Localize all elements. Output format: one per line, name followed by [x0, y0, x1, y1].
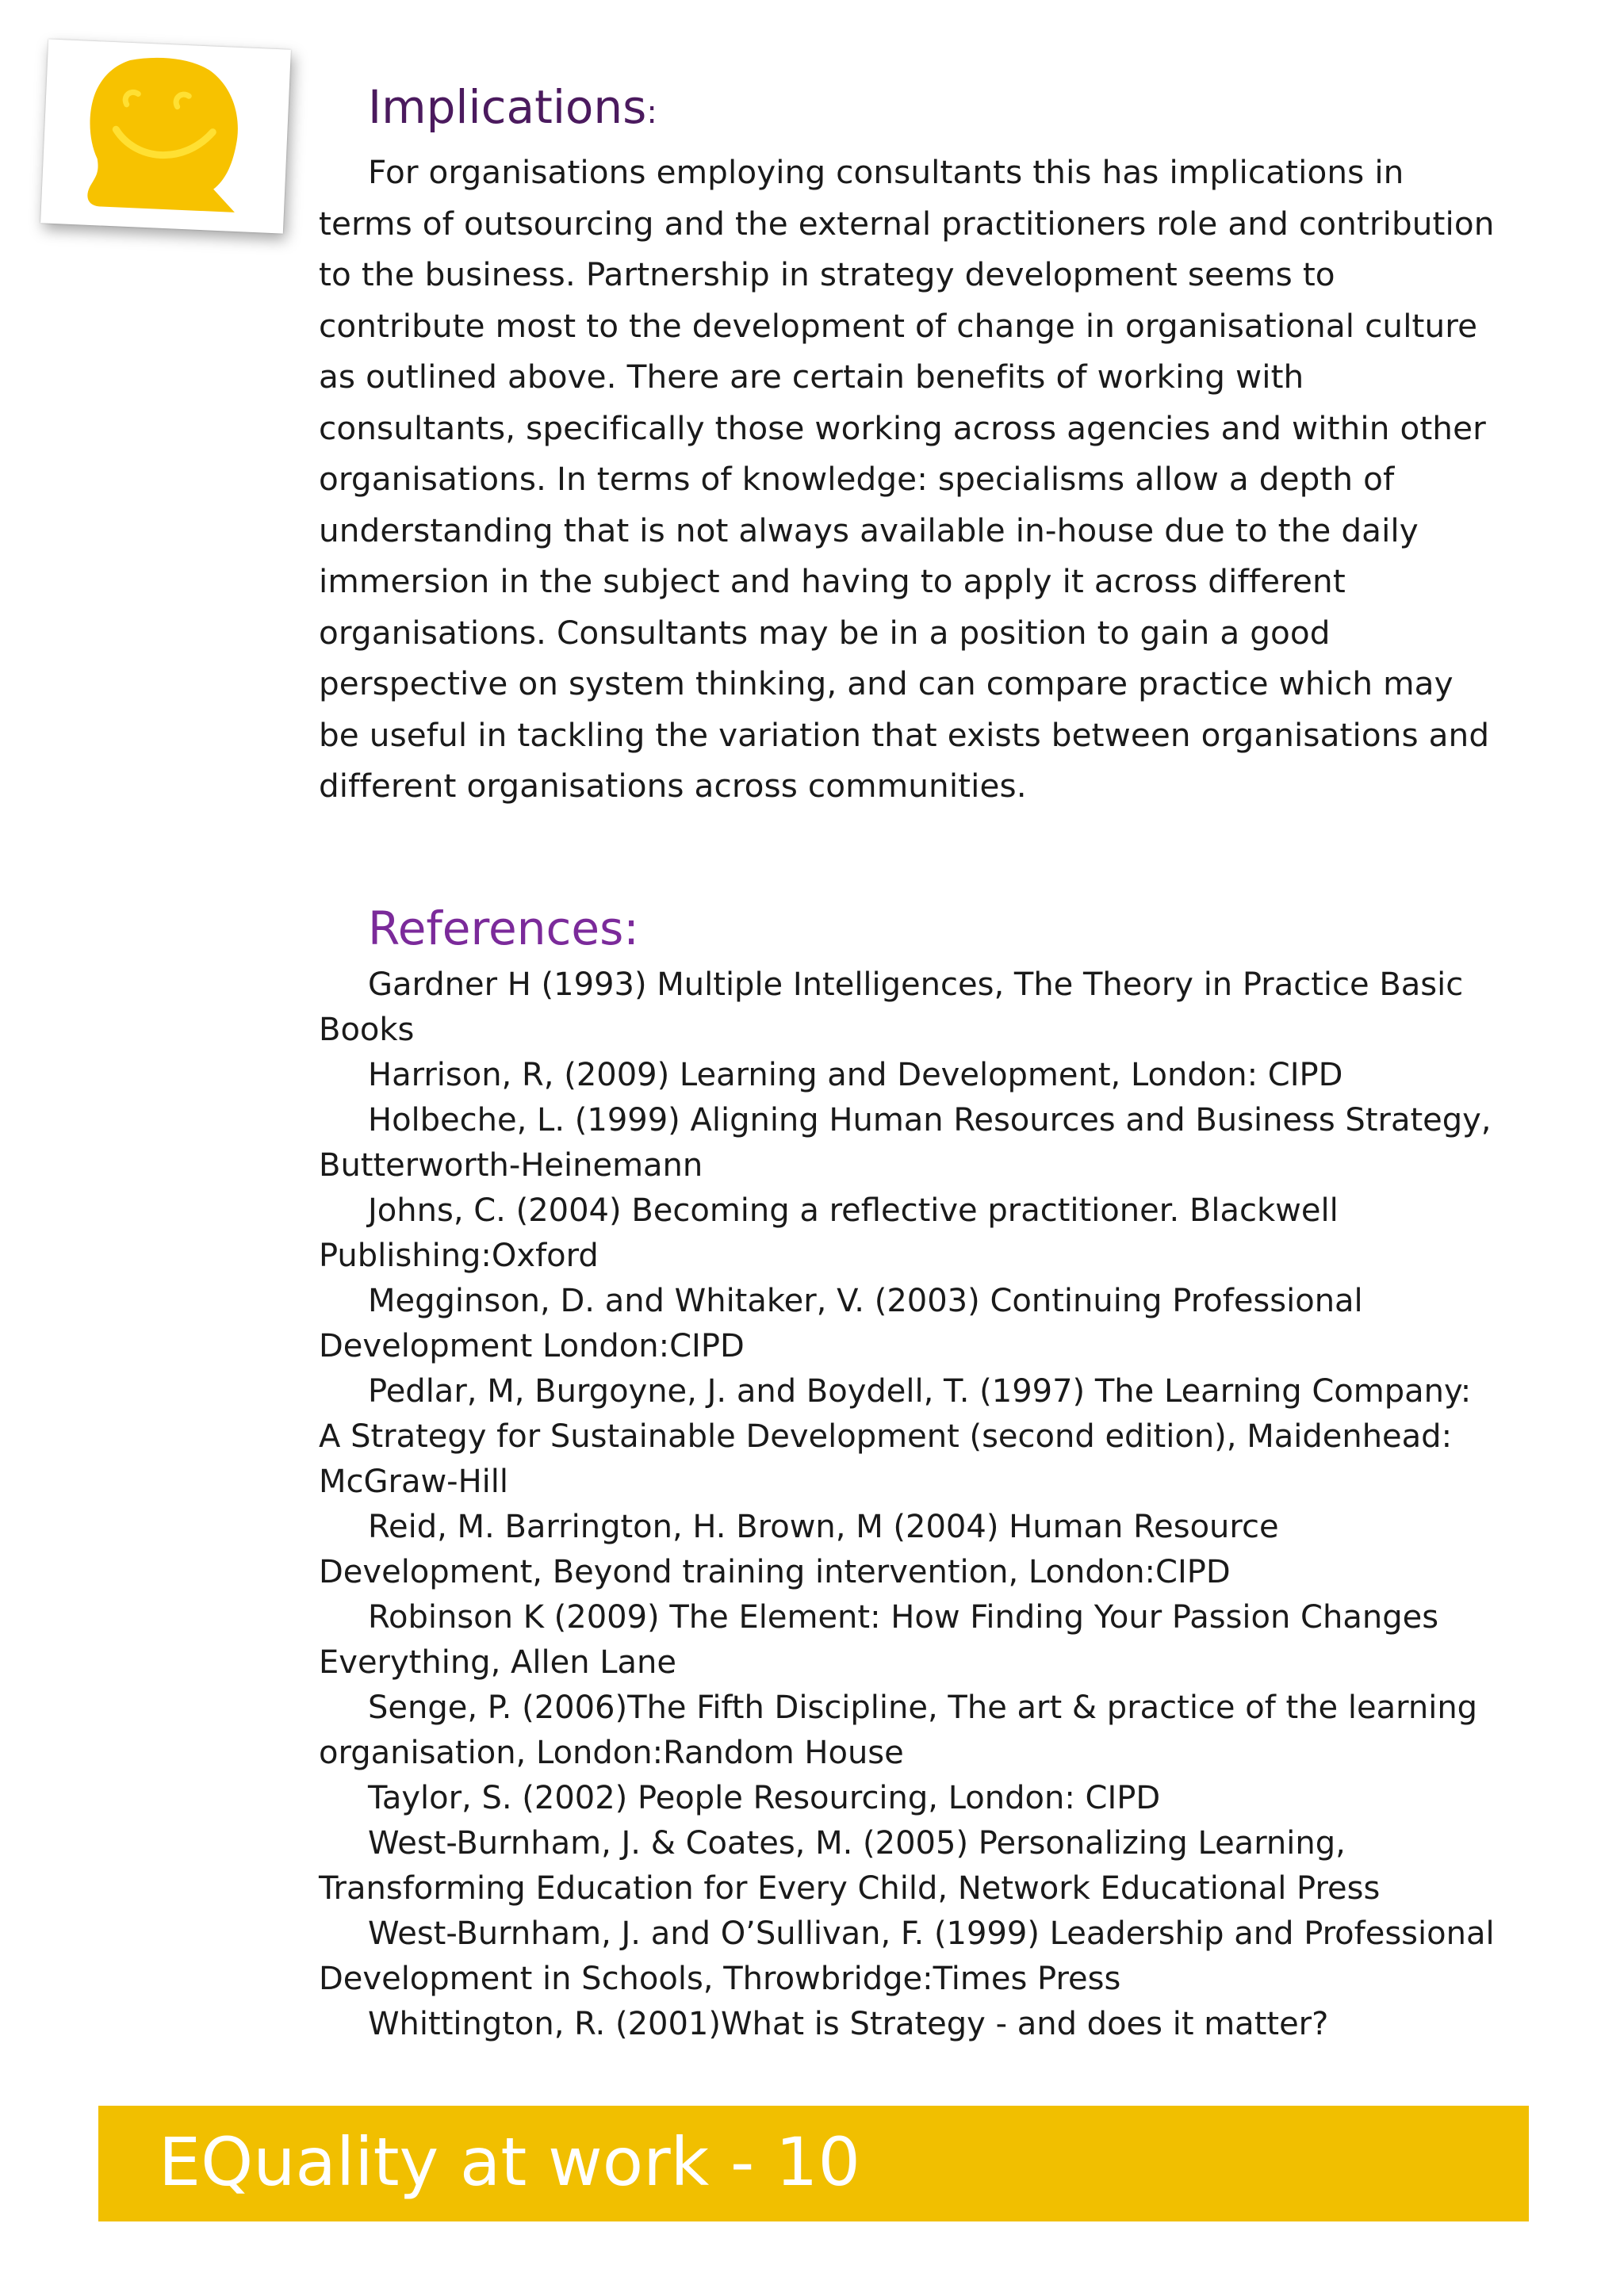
reference-item: Pedlar, M, Burgoyne, J. and Boydell, T. (1997) The Learning Company: A Strategy for Sustainable Development (second edition), Maidenhead: McGraw-Hill	[319, 1372, 1472, 1500]
reference-item: Megginson, D. and Whitaker, V. (2003) Continuing Professional Development London:CIPD	[319, 1282, 1363, 1364]
implications-heading-colon: :	[646, 94, 657, 131]
logo-card	[40, 39, 291, 233]
references-section	[319, 894, 1500, 2047]
reference-item: West-Burnham, J. and O’Sullivan, F. (1999) Leadership and Professional Development in Schools, Throwbridge:Times Press	[319, 1915, 1495, 1997]
implications-section	[319, 73, 1500, 812]
references-list	[319, 962, 1500, 2047]
reference-item: Johns, C. (2004) Becoming a reflective practitioner. Blackwell Publishing:Oxford	[319, 1192, 1339, 1274]
implications-body: For organisations employing consultants this has implications in terms of outsourcing and the external practitioners role and contribution to the business. Partnership in strategy development seems to contribute most to the development of change in organisational culture as outlined above. There are certain benefits of working with consultants, specifically those working across agencies and within other organisations. In terms of knowledge: specialisms allow a depth of understanding that is not always available in-house due to the daily immersion in the subject and having to apply it across different organisations. Consultants may be in a position to gain a good perspective on system thinking, and can compare practice which may be useful in tackling the variation that exists between organisations and different organisations across communities.	[319, 153, 1495, 805]
smiley-face-icon	[76, 50, 250, 220]
reference-item: West-Burnham, J. & Coates, M. (2005) Personalizing Learning, Transforming Education for Every Child, Network Educational Press	[319, 1824, 1381, 1907]
reference-item: Senge, P. (2006)The Fifth Discipline, The art & practice of the learning organisation, London:Random House	[319, 1689, 1478, 1771]
reference-item: Reid, M. Barrington, H. Brown, M (2004) Human Resource Development, Beyond training intervention, London:CIPD	[319, 1508, 1279, 1590]
references-heading: References:	[368, 901, 639, 955]
reference-item: Robinson K (2009) The Element: How Finding Your Passion Changes Everything, Allen Lane	[319, 1598, 1439, 1681]
implications-heading: Implications:	[368, 80, 657, 134]
main-content	[319, 73, 1500, 2047]
reference-item: Holbeche, L. (1999) Aligning Human Resources and Business Strategy, Butterworth-Heinemann	[319, 1101, 1492, 1184]
reference-item: Gardner H (1993) Multiple Intelligences, The Theory in Practice Basic Books	[319, 966, 1464, 1048]
footer-title: EQuality at work - 10	[159, 2123, 860, 2201]
reference-item: Harrison, R, (2009) Learning and Development, London: CIPD	[368, 1056, 1343, 1093]
reference-item: Taylor, S. (2002) People Resourcing, London: CIPD	[368, 1779, 1161, 1816]
footer-band	[98, 2106, 1529, 2221]
reference-item: Whittington, R. (2001)What is Strategy - and does it matter?	[368, 2005, 1329, 2042]
